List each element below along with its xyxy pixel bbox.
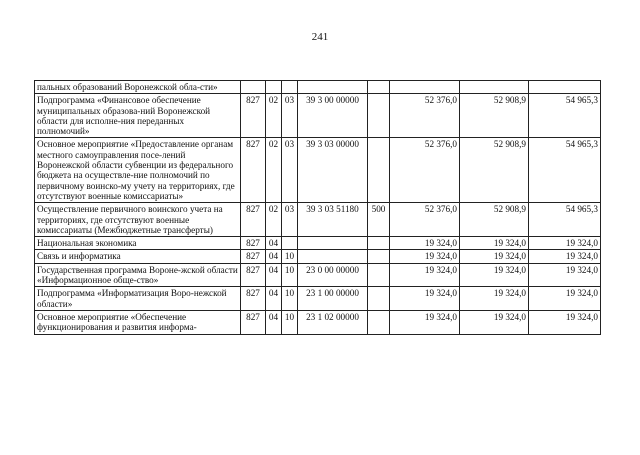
row-name-cell: Государственная программа Вороне-жской области «Информационное обще-ство» [35, 263, 241, 287]
amount-year3-cell: 54 965,3 [529, 138, 601, 203]
amount-year3-cell: 19 324,0 [529, 263, 601, 287]
subsection-code-cell: 10 [282, 263, 298, 287]
amount-year1-cell: 19 324,0 [390, 263, 460, 287]
expense-type-cell [368, 287, 390, 311]
grbs-code-cell [241, 81, 266, 94]
amount-year2-cell: 19 324,0 [460, 263, 529, 287]
amount-year3-cell: 19 324,0 [529, 287, 601, 311]
amount-year3-cell: 54 965,3 [529, 94, 601, 138]
grbs-code-cell: 827 [241, 287, 266, 311]
target-article-cell: 39 3 00 00000 [298, 94, 368, 138]
subsection-code-cell [282, 81, 298, 94]
section-code-cell: 04 [266, 263, 282, 287]
expense-type-cell: 500 [368, 203, 390, 237]
table-row [35, 94, 601, 138]
amount-year1-cell [390, 81, 460, 94]
section-code-cell [266, 81, 282, 94]
amount-year1-cell: 52 376,0 [390, 138, 460, 203]
budget-table [34, 80, 601, 335]
table-row [35, 138, 601, 203]
expense-type-cell [368, 237, 390, 250]
grbs-code-cell: 827 [241, 237, 266, 250]
expense-type-cell [368, 138, 390, 203]
grbs-code-cell: 827 [241, 138, 266, 203]
row-name-cell: Осуществление первичного воинского учета на территориях, где отсутствуют военные комиссариаты (Межбюджетные трансферты) [35, 203, 241, 237]
grbs-code-cell: 827 [241, 94, 266, 138]
table-row [35, 203, 601, 237]
target-article-cell: 23 1 00 00000 [298, 287, 368, 311]
expense-type-cell [368, 250, 390, 263]
amount-year2-cell: 19 324,0 [460, 310, 529, 334]
grbs-code-cell: 827 [241, 263, 266, 287]
subsection-code-cell: 10 [282, 250, 298, 263]
expense-type-cell [368, 94, 390, 138]
expense-type-cell [368, 263, 390, 287]
section-code-cell: 04 [266, 287, 282, 311]
section-code-cell: 04 [266, 310, 282, 334]
amount-year2-cell: 52 908,9 [460, 138, 529, 203]
target-article-cell [298, 250, 368, 263]
subsection-code-cell: 03 [282, 203, 298, 237]
amount-year2-cell [460, 81, 529, 94]
target-article-cell [298, 81, 368, 94]
expense-type-cell [368, 310, 390, 334]
section-code-cell: 02 [266, 94, 282, 138]
amount-year3-cell: 19 324,0 [529, 310, 601, 334]
amount-year2-cell: 19 324,0 [460, 250, 529, 263]
amount-year1-cell: 52 376,0 [390, 203, 460, 237]
target-article-cell: 39 3 03 00000 [298, 138, 368, 203]
expense-type-cell [368, 81, 390, 94]
target-article-cell [298, 237, 368, 250]
row-name-cell: Подпрограмма «Финансовое обеспечение муниципальных образова-ний Воронежской области для исполне-ния переданных полномочий» [35, 94, 241, 138]
section-code-cell: 04 [266, 237, 282, 250]
amount-year1-cell: 19 324,0 [390, 237, 460, 250]
amount-year3-cell: 19 324,0 [529, 250, 601, 263]
subsection-code-cell [282, 237, 298, 250]
table-row [35, 250, 601, 263]
row-name-cell: Связь и информатика [35, 250, 241, 263]
table-row [35, 287, 601, 311]
amount-year1-cell: 19 324,0 [390, 250, 460, 263]
table-row [35, 81, 601, 94]
amount-year2-cell: 52 908,9 [460, 203, 529, 237]
amount-year3-cell [529, 81, 601, 94]
amount-year1-cell: 19 324,0 [390, 310, 460, 334]
section-code-cell: 02 [266, 138, 282, 203]
row-name-cell: пальных образований Воронежской обла-сти» [35, 81, 241, 94]
target-article-cell: 23 0 00 00000 [298, 263, 368, 287]
subsection-code-cell: 10 [282, 287, 298, 311]
subsection-code-cell: 03 [282, 138, 298, 203]
grbs-code-cell: 827 [241, 203, 266, 237]
amount-year2-cell: 19 324,0 [460, 237, 529, 250]
amount-year3-cell: 54 965,3 [529, 203, 601, 237]
row-name-cell: Подпрограмма «Информатизация Воро-нежской области» [35, 287, 241, 311]
amount-year2-cell: 52 908,9 [460, 94, 529, 138]
amount-year3-cell: 19 324,0 [529, 237, 601, 250]
row-name-cell: Национальная экономика [35, 237, 241, 250]
section-code-cell: 04 [266, 250, 282, 263]
amount-year1-cell: 19 324,0 [390, 287, 460, 311]
table-row [35, 237, 601, 250]
subsection-code-cell: 10 [282, 310, 298, 334]
subsection-code-cell: 03 [282, 94, 298, 138]
page-number: 241 [311, 31, 329, 43]
table-row [35, 310, 601, 334]
grbs-code-cell: 827 [241, 310, 266, 334]
row-name-cell: Основное мероприятие «Предоставление органам местного самоуправления посе-лений Воронежской области субвенции из федерального бюджета на осуществле-ние полномочий по первичному воинско-му учету на территориях, где отсутствуют военные комиссариаты» [35, 138, 241, 203]
target-article-cell: 23 1 02 00000 [298, 310, 368, 334]
amount-year1-cell: 52 376,0 [390, 94, 460, 138]
row-name-cell: Основное мероприятие «Обеспечение функционирования и развития информа- [35, 310, 241, 334]
grbs-code-cell: 827 [241, 250, 266, 263]
table-row [35, 263, 601, 287]
amount-year2-cell: 19 324,0 [460, 287, 529, 311]
target-article-cell: 39 3 03 51180 [298, 203, 368, 237]
section-code-cell: 02 [266, 203, 282, 237]
